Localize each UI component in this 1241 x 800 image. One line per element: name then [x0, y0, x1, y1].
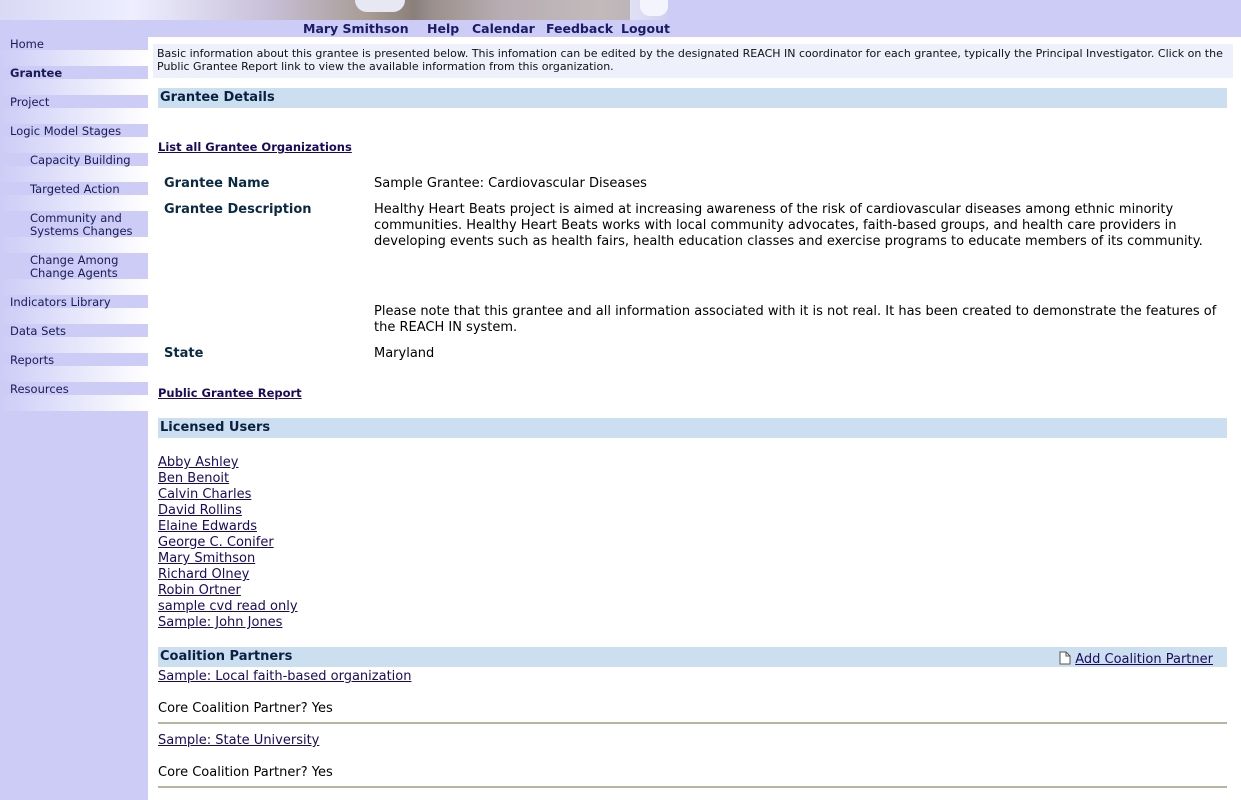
sidebar-item-resources[interactable] [0, 395, 148, 411]
sidebar-label-community-systems[interactable]: Community and Systems Changes [30, 211, 133, 238]
add-coalition-partner-button[interactable] [1059, 650, 1213, 670]
user-link[interactable]: Calvin Charles [158, 487, 252, 502]
sidebar-label-reports[interactable]: Reports [10, 353, 55, 367]
grantee-name-value: Sample Grantee: Cardiovascular Diseases [374, 176, 647, 191]
user-link[interactable]: Mary Smithson [158, 551, 256, 566]
sidebar-label-grantee[interactable]: Grantee [10, 66, 63, 80]
nav-feedback[interactable]: Feedback [546, 21, 614, 36]
core-partner-status: Core Coalition Partner? Yes [158, 765, 333, 780]
sidebar-label-data-sets[interactable]: Data Sets [10, 324, 66, 338]
sidebar-label-targeted-action[interactable]: Targeted Action [30, 182, 120, 196]
sidebar-label-change-agents[interactable]: Change Among Change Agents [30, 253, 119, 280]
header-photo [0, 0, 668, 20]
grantee-description-p2: Please note that this grantee and all information associated with it is not real. It has been created to demonstrate the features of the REACH IN system. [374, 304, 1217, 335]
document-icon [1059, 651, 1071, 665]
intro-text: Basic information about this grantee is presented below. This infomation can be edited by the designated REACH IN coordinator for each grantee, typically the Principal Investigator. Click on the Public Grantee Report link to view the available information from this organization. [153, 44, 1233, 78]
sidebar [0, 37, 148, 800]
sidebar-item-targeted-action[interactable] [0, 195, 148, 211]
user-link[interactable]: David Rollins [158, 503, 242, 518]
sidebar-label-logic-model[interactable]: Logic Model Stages [10, 124, 122, 138]
sidebar-item-change-agents[interactable] [0, 279, 148, 295]
sidebar-item-grantee[interactable] [0, 79, 148, 95]
user-link[interactable]: Abby Ashley [158, 455, 239, 470]
list-all-grantees-link[interactable]: List all Grantee Organizations [158, 140, 352, 154]
divider [158, 722, 1227, 724]
grantee-details-heading: Grantee Details [158, 88, 1227, 108]
nav-logout[interactable]: Logout [621, 21, 670, 36]
partner-link[interactable]: Sample: Local faith-based organization [158, 669, 412, 684]
sidebar-item-data-sets[interactable] [0, 337, 148, 353]
user-link[interactable]: Richard Olney [158, 567, 250, 582]
sidebar-item-capacity-building[interactable] [0, 166, 148, 182]
coalition-partners-heading [158, 647, 1227, 667]
add-coalition-partner-label: Add Coalition Partner [1075, 652, 1213, 667]
public-grantee-report-link[interactable]: Public Grantee Report [158, 386, 302, 400]
sidebar-label-indicators[interactable]: Indicators Library [10, 295, 111, 309]
state-label: State [164, 346, 204, 361]
grantee-description-label: Grantee Description [164, 202, 312, 217]
top-banner [0, 0, 1241, 37]
sidebar-item-logic-model[interactable] [0, 137, 148, 153]
user-link[interactable]: Ben Benoit [158, 471, 230, 486]
sidebar-label-capacity-building[interactable]: Capacity Building [30, 153, 131, 167]
main-content [148, 37, 1241, 800]
nav-help[interactable]: Help [427, 21, 460, 36]
licensed-users-heading: Licensed Users [158, 418, 1227, 438]
partner-link[interactable]: Sample: State University [158, 733, 320, 748]
user-link[interactable]: Robin Ortner [158, 583, 241, 598]
sidebar-label-resources[interactable]: Resources [10, 382, 69, 396]
coalition-partners-title: Coalition Partners [160, 649, 293, 664]
user-link[interactable]: sample cvd read only [158, 599, 298, 614]
sidebar-item-reports[interactable] [0, 366, 148, 382]
divider [158, 786, 1227, 788]
user-name: Mary Smithson [303, 21, 409, 36]
sidebar-label-project[interactable]: Project [10, 95, 50, 109]
grantee-description-p1: Healthy Heart Beats project is aimed at increasing awareness of the risk of cardiovascular diseases among ethnic minority communities. Healthy Heart Beats works with local community advocates, faith-based groups, and health care providers in developing events such as health fairs, health education classes and exercise programs to educate members of its community. [374, 202, 1203, 249]
sidebar-label-home[interactable]: Home [10, 37, 44, 51]
nav-calendar[interactable]: Calendar [472, 21, 535, 36]
sidebar-item-community-systems[interactable] [0, 237, 148, 253]
core-partner-status: Core Coalition Partner? Yes [158, 701, 333, 716]
sidebar-item-project[interactable] [0, 108, 148, 124]
grantee-name-label: Grantee Name [164, 176, 270, 191]
sidebar-item-home[interactable] [0, 50, 148, 66]
user-link[interactable]: Elaine Edwards [158, 519, 257, 534]
state-value: Maryland [374, 346, 435, 361]
user-link[interactable]: George C. Conifer [158, 535, 274, 550]
sidebar-item-indicators[interactable] [0, 308, 148, 324]
user-link[interactable]: Sample: John Jones [158, 615, 283, 630]
